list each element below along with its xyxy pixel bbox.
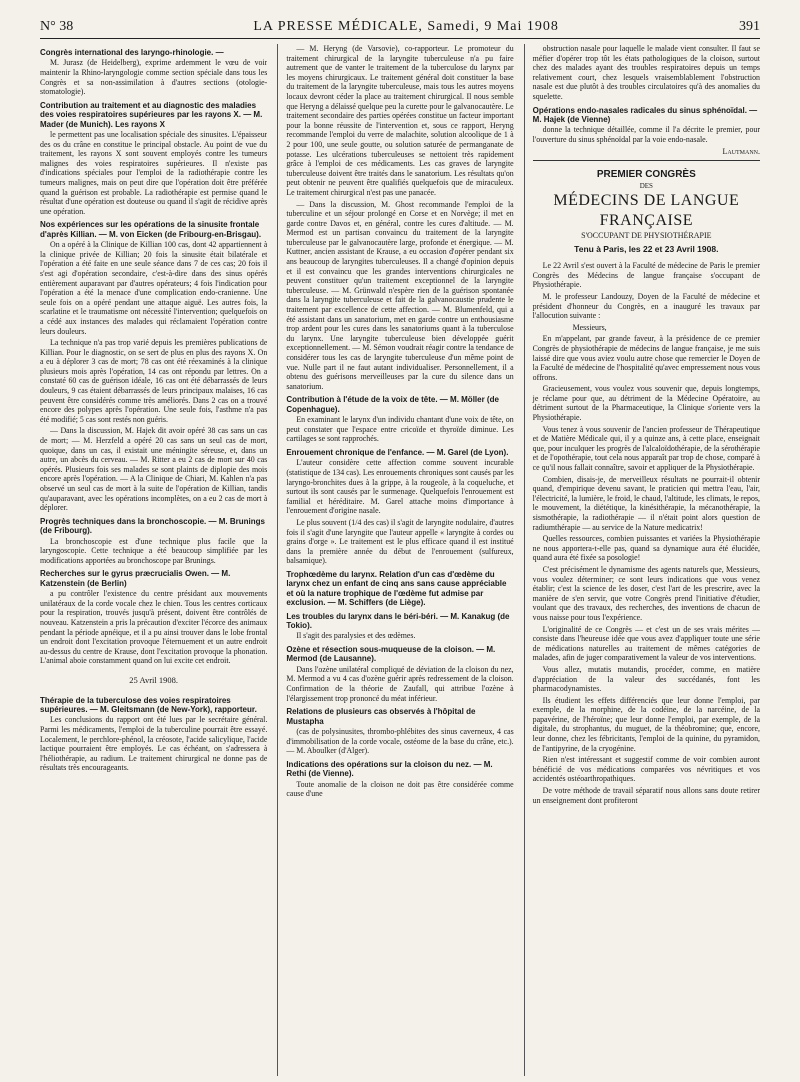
paragraph: Dans l'ozène unilatéral compliqué de déviation de la cloison du nez, M. Mermod a vu 4 cas d'ozène guérir après redressement de la cloison. Confirmation de la théorie de Zaufall, qui attribue l'ozène à l'élargissement trop prononcé du méat inférieur. bbox=[286, 664, 514, 703]
column-3 bbox=[524, 44, 760, 1076]
paragraph: M. Jurasz (de Heidelberg), exprime ardemment le vœu de voir maintenir la Rhino-laryngologie comme section spéciale dans tous les Congrès et sa non-assimilation à d'autres sections (otologie-stomatologie). bbox=[40, 58, 268, 97]
paragraph: C'est précisément le dynamisme des agents naturels que, Messieurs, vous voulez déterminer; ce sont leurs indications que vous venez établir; c'est la science de les doser, c'est l'art de les prescrire, avec la manière de s'en servir, que votre Congrès prend l'initiative d'étudier, voulant que des travaux, des recherches, des inventions de chacun de vous naisse pour tous l'expérience. bbox=[532, 564, 760, 622]
congress-title-line-4: S'OCCUPANT DE PHYSIOTHÉRAPIE bbox=[581, 231, 712, 241]
paragraph: Toute anomalie de la cloison ne doit pas être considérée comme cause d'une bbox=[286, 779, 514, 799]
section-heading: Nos expériences sur les opérations de la sinusite frontale d'après Killian. — M. von Eicken (de Fribourg-en-Brisgau). bbox=[40, 220, 262, 239]
paragraph: La technique n'a pas trop varié depuis les premières publications de Killian. Pour le diagnostic, on se sert de plus en plus des rayons X. On a eu à déplorer 3 cas de mort; 78 cas ont été réexaminés à la clinique plusieurs mois après l'opération, 14 cas ont répondu par lettres. On a constaté 60 cas de guérison idéale, 16 cas ont été débarrassés de leurs douleurs, 9 cas étaient débarrassés de leurs principaux malaises, 16 cas peuvent être considérés comme très améliorés. Dans 2 cas on a trouvé encore des polypes après l'opération. Une seule fois, l'asthme n'a pas été modifié; 5 cas sont restés non guéris. bbox=[40, 338, 268, 424]
congress-title-block bbox=[533, 169, 760, 255]
paragraph: De votre méthode de travail séparatif nous allons sans doute retirer un enseignement dont profiteront bbox=[532, 786, 760, 805]
paragraph: Il s'agit des paralysies et des œdèmes. bbox=[296, 631, 416, 641]
section-divider bbox=[533, 160, 760, 161]
paragraph: obstruction nasale pour laquelle le malade vient consulter. Il faut se méfier d'opérer trop tôt les états pathologiques de la cloison, surtout chez des malades ayant des troubles respiratoires depuis un temps relativement court, chez lesquels vraisemblablement l'obstruction nasale est due plutôt à des troubles circulatoires qu'à des anomalies du squelette. bbox=[532, 44, 760, 101]
section-heading: Contribution au traitement et au diagnostic des maladies des voies respiratoires supérieures par les rayons X. — M. Mader (de Munich). Les rayons X bbox=[40, 100, 263, 129]
section-heading: Les troubles du larynx dans le béri-béri. — M. Kanakug (de Tokio). bbox=[286, 611, 510, 630]
paragraph: L'originalité de ce Congrès — et c'est un de ses vrais mérites — consiste dans l'heureuse idée que vous avez d'appliquer toute une série de médications naturelles au traitement de mêmes catégories de malades, afin de juger comparativement la valeur de vos interventions. bbox=[532, 624, 760, 663]
congress-title-line-1: PREMIER CONGRÈS bbox=[596, 169, 696, 181]
congress-title-line-3: MÉDECINS DE LANGUE FRANÇAISE bbox=[553, 192, 740, 230]
section-heading: Indications des opérations sur la cloison du nez. — M. Rethi (de Vienne). bbox=[286, 759, 493, 779]
section-heading: Recherches sur le gyrus præcrucialis Owen. — M. Katzenstein (de Berlin) bbox=[40, 569, 231, 588]
section-heading: Thérapie de la tuberculose des voies respiratoires supérieures. — M. Gleitsmann (de New-York), rapporteur. bbox=[40, 695, 257, 714]
section-heading: Relations de plusieurs cas observés à l'hôpital de Mustapha bbox=[286, 707, 476, 726]
session-date: 25 Avril 1908. bbox=[129, 674, 179, 685]
page-header bbox=[40, 18, 760, 36]
publication-title: LA PRESSE MÉDICALE, Samedi, 9 Mai 1908 bbox=[253, 19, 559, 34]
paragraph: Le plus souvent (1/4 des cas) il s'agit de laryngite nodulaire, d'autres fois il s'agit d'une laryngite que l'auteur appelle « laryngite à cordes ou grains d'orge ». Le traitement est le plus efficace quand il est institué dans la première année du début de l'enrouement (sulfureux, balsamique). bbox=[286, 517, 514, 566]
paragraph: Ils étudient les effets différenciés que leur donne l'emploi, par exemple, de la morphine, de la codéine, de la narcéine, de la papavérine, de l'héroïne; que leur donne l'emploi, par exemple, de la digitale, du strophantus, du muguet, de la théobromine; que, encore, leur donne, chez les fébricitants, l'emploi de la quinine, du pyramidon, de l'antipyrine, de la cryogénine. bbox=[532, 695, 760, 753]
section-heading: Ozène et résection sous-muqueuse de la cloison. — M. Mermod (de Lausanne). bbox=[286, 644, 496, 664]
paragraph: M. le professeur Landouzy, Doyen de la Faculté de médecine et président d'honneur du Congrès, en a inauguré les travaux par l'allocution suivante : bbox=[532, 291, 760, 321]
paragraph: Vous tenez à vous souvenir de l'ancien professeur de Thérapeutique et de Matière Médicale qui, il y a quinze ans, à cette place, enseignait que, pour inculquer les progrès de l'alcaloïdothérapie, de la sérothérapie et de l'opothérapie, tout cela nous apparaît par trop de chose, comparé à ce qu'il nous fallait connaître, savoir et appliquer de la Physiothérapie. bbox=[532, 424, 760, 473]
paragraph: Les conclusions du rapport ont été lues par le secrétaire général. Parmi les médicaments, l'emploi de la tuberculine pourrait être essayé. Localement, le perchlore-phénol, la créosote, l'acide salicylique, l'acide lactique pourraient être employés. Le cas échéant, on s'adressera à l'héliothérapie, au radium. Le traitement chirurgical ne donne pas de résultats très encourageants. bbox=[40, 715, 268, 773]
section-heading: Enrouement chronique de l'enfance. — M. Garel (de Lyon). bbox=[286, 447, 509, 457]
section-heading: Contribution à l'étude de la voix de tête. — M. Möller (de Copenhague). bbox=[286, 395, 499, 414]
header-rule bbox=[40, 38, 760, 39]
congress-title-line-2: DES bbox=[639, 182, 653, 191]
paragraph: Quelles ressources, combien puissantes et variées la Physiothérapie ne nous apportera-t-elle pas, quand sa dynamique aura été élucidée, quand aura été fixée sa posologie! bbox=[532, 534, 760, 563]
paragraph: donne la technique détaillée, comme il l'a décrite le premier, pour l'ouverture du sinus sphénoïdal par la voie endo-nasale. bbox=[532, 125, 760, 144]
section-heading: Congrès international des laryngo-rhinologie. — bbox=[40, 48, 224, 57]
paragraph: On a opéré à la Clinique de Killian 100 cas, dont 42 appartiennent à la clinique privée de Killian; 20 fois la sinusite était bilatérale et l'opération a été faite en une seule séance dans 7 de ces cas; 20 fois il s'est agi d'opération secondaire, c'est-à-dire dans des sinus opérés entièrement auparavant par d'autres opérateurs; 4 fois l'indication pour l'opération a été la menace d'une complication endo-cranienne. Une seule fois on a opéré pendant une attaque aiguë. Les autres fois, la scarlatine et le traumatisme ont nécessité l'intervention; quelquefois on a cédé aux instances des malades qui réclamaient l'opération contre leurs douleurs. bbox=[40, 240, 268, 336]
paragraph: — M. Heryng (de Varsovie), co-rapporteur. Le promoteur du traitement chirurgical de la laryngite tuberculeuse n'a pu faire autrement que de vanter le traitement de la tuberculose du larynx par les moyens chirurgicaux. Le traitement général doit constituer la base du traitement de la laryngite tuberculeuse, mais tous les autres moyens locaux devront céder la place au traitement chirurgical. Il nous semble que Heryng a délaissé quelque peu la curette pour le galvanocautère. Le traitement secondaire des parties opérées constitue un facteur important pour la bonne réussite de l'intervention et, sous ce rapport, Heryng recommande l'emploi du verre de malachite, solution alcoolique de 1 à 2 pour 100, une seule goutte, ou solution saturée de permanganate de potasse. Les ulcérations tuberculeuses se nettoient très rapidement grâce à l'emploi de ces médicaments. Les cas graves de laryngite tuberculeuse doivent être traités dans le sanatorium. Les résultats qu'on peut obtenir ne peuvent être qualifiés quelquefois que de miraculeux. Le traitement chirurgical n'est pas une panacée. bbox=[286, 44, 514, 197]
paragraph: L'auteur considère cette affection comme souvent incurable (statistique de 134 cas). Les enrouements chroniques sont causés par les laryngo-bronchites dues à la grippe, à la rougeole, à la coqueluche, et surtout ils sont causés par le surmenage. Quelquefois l'enrouement est familial et héréditaire. M. Garel attache moins d'importance à l'enrouement d'origine nasale. bbox=[286, 458, 514, 516]
paragraph: Gracieusement, vous voulez vous souvenir que, depuis longtemps, je réclame pour que, au détriment de la Médecine Opératoire, au détriment surtout de la Pharmaceutique, la Clinique s'oriente vers la Physiothérapie. bbox=[532, 384, 760, 423]
issue-number: N° 38 bbox=[40, 19, 74, 34]
paragraph: — Dans la discussion, M. Ghost recommande l'emploi de la tuberculine et un séjour prolongé en Corse et en Norvège; il met en garde contre Davos et, en général, contre les cures d'altitude. — M. Mermod est un partisan convaincu du traitement de la laryngite tuberculeuse par le galvanocautère large, profonde et énergique. — M. Kuttner, ancien assistant de Krause, a eu occasion d'opérer pendant six ans beaucoup de laryngites tuberculeuses. Il a changé d'opinion depuis et il est convaincu que les grandes interventions chirurgicales ne peuvent constituer qu'un traitement exceptionnel de la laryngite tuberculeuse. — M. Grünwald n'espère rien de la guérison spontanée dans la laryngite tuberculeuse et fait de la galvanocaustie prudente le traitement par excellence de cette affection. — M. Blumenfeld, qui a été assistant dans un sanatorium, met en garde contre un enthousiasme trop ardent pour les cures dans les sanatoriums quant à la tuberculose du larynx. Une laryngite tuberculeuse bien développée guérit exceptionnellement. — M. Sémon voudrait réagir contre la tendance de considérer tous les cas de laryngite tuberculeuse d'un même point de vue. Nulle part il ne faut autant individualiser. Personnellement, il a obtenu des guérisons merveilleuses par la cure du silence dans un sanatorium. bbox=[286, 199, 514, 391]
paragraph: a pu contrôler l'existence du centre présidant aux mouvements unilatéraux de la corde vocale chez le chien. Tous les centres corticaux pour la respiration, trouvés jusqu'à présent, doivent être contrôlés de nouveau. Katzenstein a pris la précaution d'exciter l'écorce des animaux pendant la période apnéique, et il a pu ainsi trouver dans le lobe frontal un endroit dont l'excitation provoque l'éternuement et un autre endroit au-dessus du centre de Krause, dont l'excitation provoque la phonation. L'animal aboie constamment quand on lui excite cet endroit. bbox=[40, 589, 268, 666]
salutation: Messieurs, bbox=[572, 322, 607, 332]
columns bbox=[40, 44, 760, 1076]
section-heading: Opérations endo-nasales radicales du sinus sphénoïdal. — M. Hajek (de Vienne) bbox=[532, 105, 758, 124]
paragraph: Le 22 Avril s'est ouvert à la Faculté de médecine de Paris le premier Congrès des Médecins de langue française s'occupant de Physiothérapie. bbox=[532, 261, 760, 290]
column-2 bbox=[277, 44, 513, 1076]
paragraph: le permettent pas une localisation spéciale des sinusites. L'épaisseur des os du crâne en constitue le principal obstacle. Au point de vue du traitement, les rayons X sont souvent employés contre les tumeurs malignes des voies respiratoires supérieures. Il n'existe pas d'indications spéciales pour l'emploi de la radiothérapie contre les tumeurs malignes, mais on peut dire que l'opération doit être préférée quand la guérison est probable. La radiothérapie est permise quand le résultat d'une opération est douteuse ou quand il s'agit de récidive après une opération. bbox=[40, 130, 268, 216]
congress-dates: Tenu à Paris, les 22 et 23 Avril 1908. bbox=[574, 244, 719, 255]
paragraph: En examinant le larynx d'un individu chantant d'une voix de tête, on peut constater que l'espace entre cricoïde et thyroïde diminue. Les cartilages se sont rapprochés. bbox=[286, 415, 514, 444]
paragraph: Rien n'est intéressant et suggestif comme de voir combien auront bénéficié de vos médications comparées vos névritiques et vos accidentés ostéoarthropathiques. bbox=[532, 755, 760, 784]
paragraph: — Dans la discussion, M. Hajek dit avoir opéré 38 cas sans un cas de mort; — M. Herzfeld a opéré 20 cas sans un seul cas de mort, quoique, dans un cas, il existait une méningite séreuse, et, dans un autre, un abcès du cerveau. — M. Ritter a eu 2 cas de mort sur 40 cas opérés. Plusieurs fois ses malades se sont plaints de diplopie des mois encore après l'opération. — A la Clinique de Chiari, M. Kahlen n'a pas observé un seul cas de mort à la suite de l'opération de Killian, tandis qu'auparavant, avec les opérations incomplètes, on a eu 2 cas de mort à déplorer. bbox=[40, 426, 268, 513]
author-signature: Lautmann. bbox=[722, 146, 760, 156]
paragraph: Vous allez, mutatis mutandis, procéder, comme, en matière d'appréciation de la valeur des succédanés, font les pharmacodynamistes. bbox=[532, 664, 760, 694]
paragraph: Combien, disais-je, de merveilleux résultats ne pourrait-il obtenir quand, d'empirique devenu savant, le praticien qui mettra l'eau, l'air, l'électricité, la lumière, le froid, le chaud, l'altitude, les climats, le repos, le mouvement, la diététique, la kinésithérapie, la mécanothérapie, la sismothérapie, la radiothérapie — il n'était point alors question de radiumthérapie — au service de la Nature medicatrix! bbox=[532, 474, 760, 532]
paragraph: La bronchoscopie est d'une technique plus facile que la laryngoscopie. Cette technique a été beaucoup simplifiée par les modifications apportées au bronchoscope par Brunings. bbox=[40, 536, 268, 565]
page-number: 391 bbox=[739, 19, 760, 34]
paragraph: En m'appelant, par grande faveur, à la présidence de ce premier Congrès de physiothérapie de médecins de langue française, je me suis laissé dire que vous aviez voulu autre chose que remercier le Doyen de la Faculté de médecine de l'hospitalité qu'avec empressement nous vous offrons. bbox=[532, 334, 760, 382]
section-heading: Trophœdème du larynx. Relation d'un cas d'œdème du larynx chez un enfant de cinq ans sans cause appréciable et où la nature trophique de l'œdème fut admise par exclusion. — M. Schiffers (de Liège). bbox=[286, 569, 507, 608]
section-heading: Progrès techniques dans la bronchoscopie. — M. Brunings (de Fribourg). bbox=[40, 516, 265, 536]
column-1 bbox=[40, 44, 267, 1076]
paragraph: (cas de polysinusites, thrombo-phlébites des sinus caverneux, 4 cas d'immobilisation de la corde vocale, ostéome de la base du crâne, etc.). — M. Aboulker (d'Alger). bbox=[286, 726, 514, 756]
